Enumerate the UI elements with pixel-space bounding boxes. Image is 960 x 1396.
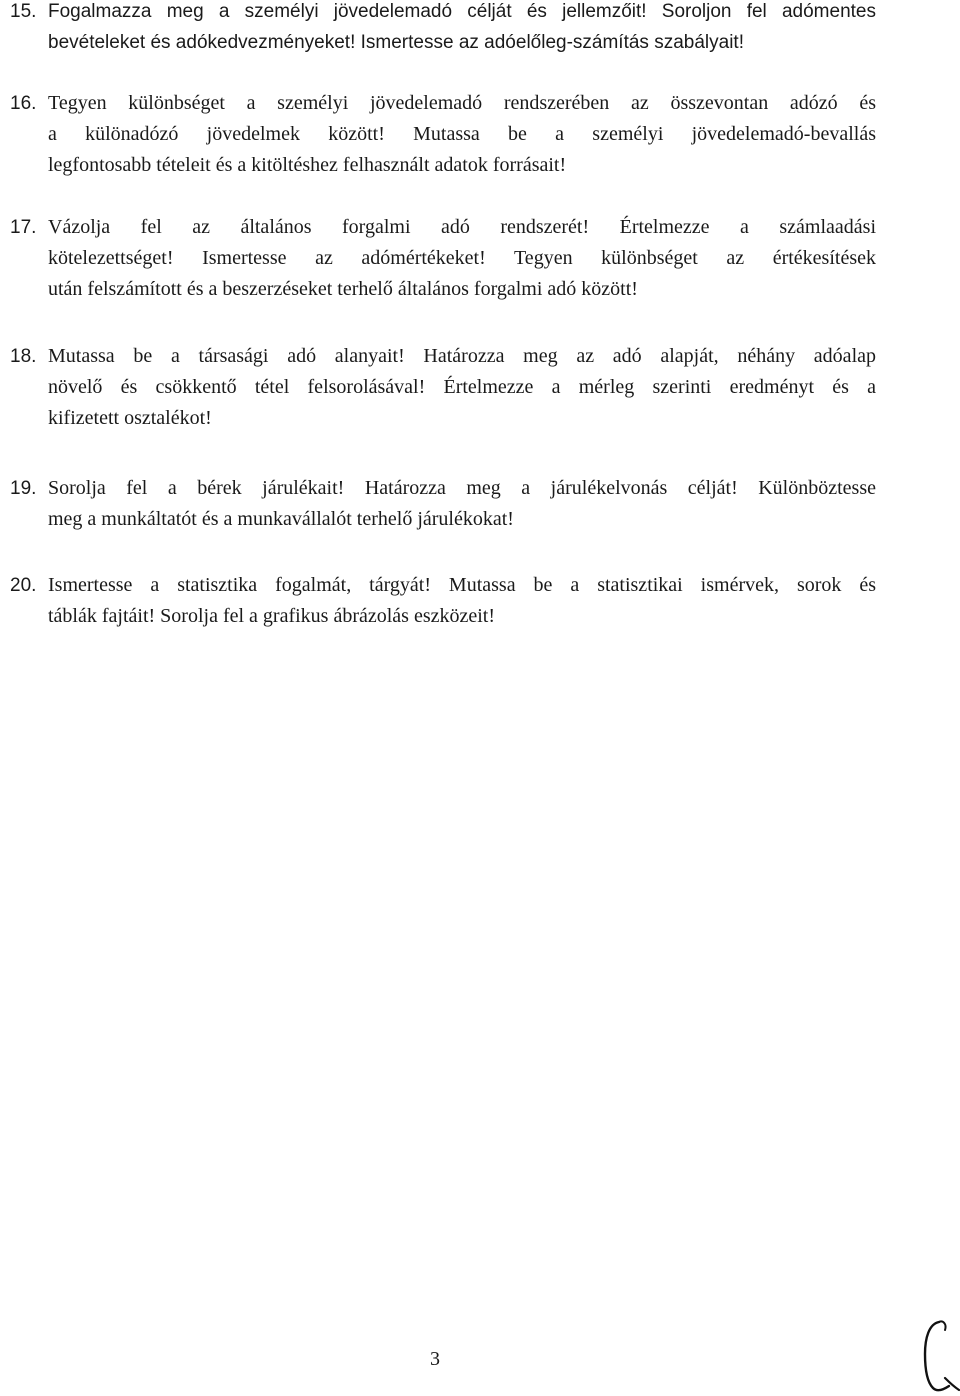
question-number: 17.: [10, 217, 37, 238]
question-text: [48, 570, 876, 632]
question-line: Tegyen különbséget a személyi jövedelemadó rendszerében az összevontan adózó és: [48, 92, 876, 114]
question-line: Fogalmazza meg a személyi jövedelemadó célját és jellemzőit! Soroljon fel adómentes: [48, 1, 876, 22]
question-number: 15.: [10, 1, 37, 22]
question-text: [48, 473, 876, 535]
question-text: [48, 88, 876, 181]
question-number: 19.: [10, 478, 37, 499]
question-line: kifizetett osztalékot!: [48, 407, 212, 429]
question-line: Vázolja fel az általános forgalmi adó rendszerét! Értelmezze a számlaadási: [48, 216, 876, 238]
question-line: Sorolja fel a bérek járulékait! Határozza meg a járulékelvonás célját! Különböztesse: [48, 477, 876, 499]
question-number: 20.: [10, 575, 37, 596]
question-text: [48, 212, 876, 305]
signature-mark: [915, 1316, 960, 1396]
question-line: bevételeket és adókedvezményeket! Ismertesse az adóelőleg-számítás szabályait!: [48, 32, 744, 53]
question-text: [48, 341, 876, 434]
question-line: Mutassa be a társasági adó alanyait! Határozza meg az adó alapját, néhány adóalap: [48, 345, 876, 367]
question-line: a különadózó jövedelmek között! Mutassa be a személyi jövedelemadó-bevallás: [48, 123, 876, 145]
question-line: növelő és csökkentő tétel felsorolásával! Értelmezze a mérleg szerinti eredményt és a: [48, 376, 876, 398]
question-line: táblák fajtáit! Sorolja fel a grafikus ábrázolás eszközeit!: [48, 605, 496, 627]
question-line: meg a munkáltatót és a munkavállalót terhelő járulékokat!: [48, 508, 514, 530]
question-line: Ismertesse a statisztika fogalmát, tárgyát! Mutassa be a statisztikai ismérvek, sorok és: [48, 574, 876, 596]
question-line: kötelezettséget! Ismertesse az adómértékeket! Tegyen különbséget az értékesítések: [48, 247, 876, 269]
question-line: legfontosabb tételeit és a kitöltéshez felhasznált adatok forrásait!: [48, 154, 567, 176]
question-text: [48, 0, 876, 58]
question-number: 18.: [10, 346, 37, 367]
question-number: 16.: [10, 93, 37, 114]
question-line: után felszámított és a beszerzéseket terhelő általános forgalmi adó között!: [48, 278, 638, 300]
page-number: 3: [430, 1348, 440, 1370]
